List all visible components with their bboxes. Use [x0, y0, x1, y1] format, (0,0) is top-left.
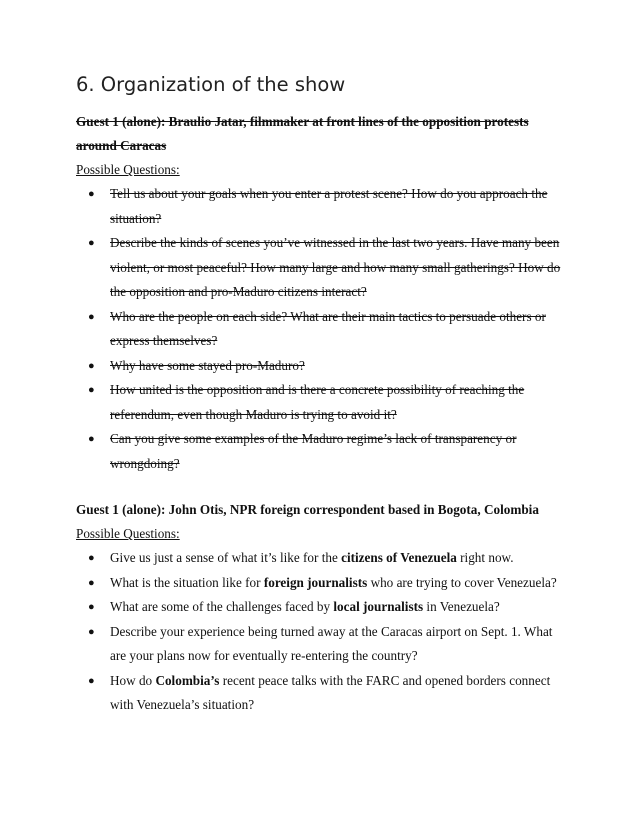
guest-b-title: Guest 1 (alone): John Otis, NPR foreign correspondent based in Bogota, Colombia	[76, 502, 539, 517]
list-item: ● Can you give some examples of the Maduro regime’s lack of transparency or wrongdoing?	[76, 427, 566, 476]
bullet-icon: ●	[88, 674, 95, 687]
bullet-icon: ●	[88, 601, 95, 613]
guest-b-question-list	[76, 546, 566, 718]
list-item: ● What is the situation like for foreign journalists who are trying to cover Venezuela?	[76, 571, 566, 596]
bullet-icon: ●	[88, 552, 95, 564]
list-item: ● Why have some stayed pro-Maduro?	[76, 354, 566, 379]
list-item: ● Tell us about your goals when you enter a protest scene? How do you approach the situation?	[76, 182, 566, 231]
bullet-icon: ●	[88, 359, 95, 372]
bullet-icon: ●	[88, 384, 95, 396]
list-item: ● Who are the people on each side? What are their main tactics to persuade others or express themselves?	[76, 305, 566, 354]
guest-b-questions-label: Possible Questions:	[76, 526, 180, 541]
bullet-icon: ●	[88, 188, 95, 200]
list-item: ● Give us just a sense of what it’s like for the citizens of Venezuela right now.	[76, 546, 566, 571]
bullet-icon: ●	[88, 576, 95, 589]
list-item: ● How do Colombia’s recent peace talks with the FARC and opened borders connect with Venezuela’s situation?	[76, 669, 566, 718]
list-item: ● What are some of the challenges faced by local journalists in Venezuela?	[76, 595, 566, 620]
list-item: ● Describe your experience being turned away at the Caracas airport on Sept. 1. What are your plans now for eventually re-entering the country?	[76, 620, 566, 669]
list-item: ● Describe the kinds of scenes you’ve witnessed in the last two years. Have many been violent, or most peaceful? How many large and how many small gatherings? How do the opposition and pro-Maduro citizens interact?	[76, 231, 566, 305]
list-item: ● How united is the opposition and is there a concrete possibility of reaching the referendum, even though Maduro is trying to avoid it?	[76, 378, 566, 427]
bullet-icon: ●	[88, 625, 95, 638]
bullet-icon: ●	[88, 310, 95, 323]
bullet-icon: ●	[88, 237, 95, 249]
bullet-icon: ●	[88, 433, 95, 445]
guest-a-questions-label: Possible Questions:	[76, 162, 180, 177]
document-page	[76, 72, 566, 718]
guest-a-title: Guest 1 (alone): Braulio Jatar, filmmaker at front lines of the opposition protests around Caracas	[76, 114, 529, 153]
guest-a-question-list	[76, 182, 566, 476]
spacer	[76, 476, 566, 498]
section-heading: 6. Organization of the show	[76, 73, 346, 96]
